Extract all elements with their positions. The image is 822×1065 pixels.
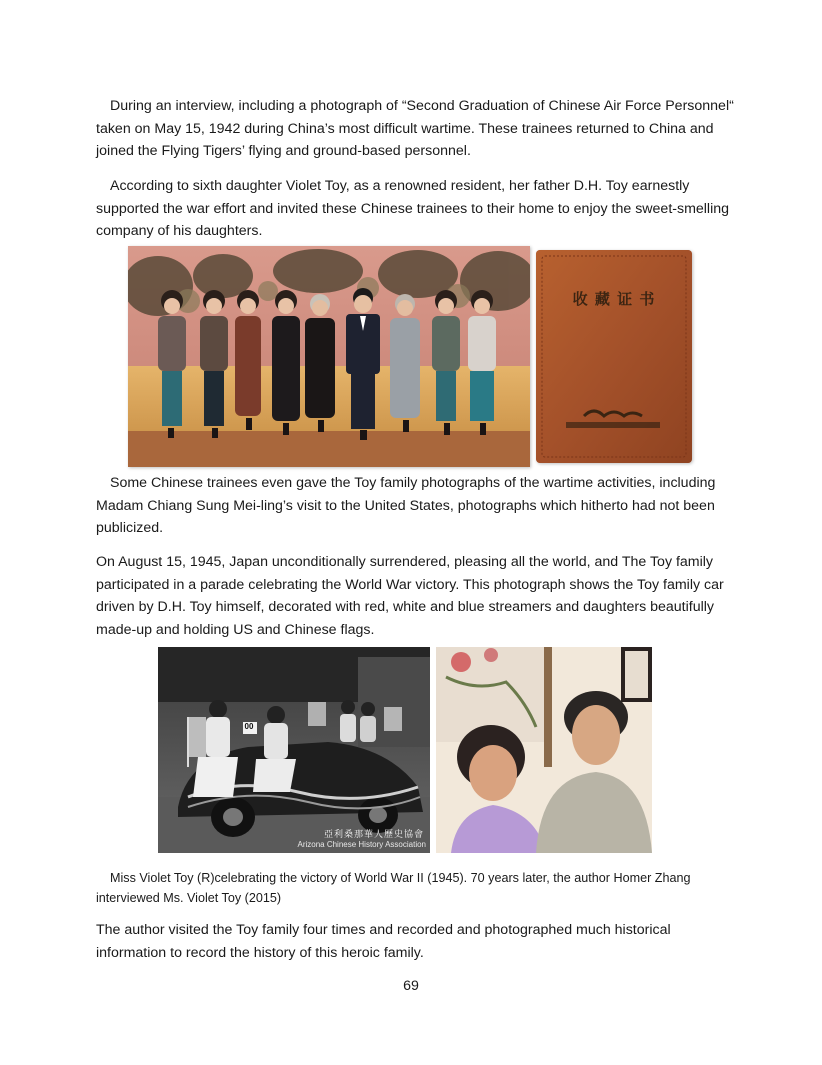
paragraph-3: Some Chinese trainees even gave the Toy family photographs of the wartime activities, including Madam Chiang Sung Mei-ling’s visit to the United States, photographs which hitherto had not been publicized.	[96, 475, 716, 537]
paragraph-2: According to sixth daughter Violet Toy, as a renowned resident, her father D.H. Toy earnestly supported the war effort and invited these Chinese trainees to their home to enjoy the sweet-smelling company of his daughters.	[96, 178, 730, 240]
car-sign: 00	[244, 722, 254, 731]
certificate-title: 收 藏 证 书	[572, 290, 656, 308]
paragraph-5: The author visited the Toy family four times and recorded and photographed much historical information to record the history of this heroic family.	[96, 922, 671, 961]
photo-caption: Miss Violet Toy (R)celebrating the victory of World War II (1945). 70 years later, the author Homer Zhang interviewed Ms. Violet Toy (2015)	[96, 871, 691, 905]
watermark-english: Arizona Chinese History Association	[297, 840, 426, 849]
collection-certificate-photo	[536, 250, 692, 463]
paragraph-4: On August 15, 1945, Japan unconditionally surrendered, pleasing all the world, and The Toy family participated in a parade celebrating the World War victory. This photograph shows the Toy family car driven by D.H. Toy himself, decorated with red, white and blue streamers and daughters beautifully made-up and holding US and Chinese flags.	[96, 554, 724, 638]
paragraph-1: During an interview, including a photograph of “Second Graduation of Chinese Air Force Personnel“ taken on May 15, 1942 during China’s most difficult wartime. These trainees returned to China and joined the Flying Tigers’ flying and ground-based personnel.	[96, 98, 734, 160]
watermark-chinese: 亞利桑那華人歷史協會	[323, 830, 424, 840]
victory-parade-photo	[158, 647, 430, 853]
page-number: 69	[403, 978, 419, 994]
family-group-photo	[128, 246, 530, 467]
interview-2015-photo	[436, 647, 652, 853]
